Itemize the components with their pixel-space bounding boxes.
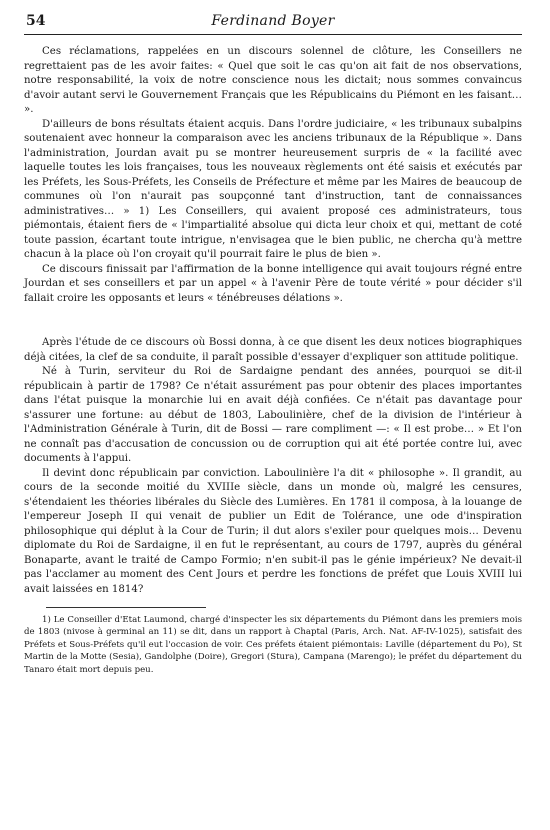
paragraph: Ces réclamations, rappelées en un discours solennel de clôture, les Conseillers ne regrettaient pas de les avoir faites: « Quel que soit le cas qu'on ait fait de nos observations, notre responsabilité, la voix de notre conscience nous les dictait; nous sommes convaincus d'avoir autant servi le Gouvernement Français que les Républicains du Piémont en les faisant… ». [24,46,522,115]
paragraph: Après l'étude de ce discours où Bossi donna, à ce que disent les deux notices biographiques déjà citées, la clef de sa conduite, il paraît possible d'essayer d'expliquer son attitude politique. [24,337,522,363]
page-header [24,12,522,35]
paragraph: Il devint donc républicain par conviction. Laboulinière l'a dit « philosophe ». Il grandit, au cours de la seconde moitié du XVIIIe siècle, dans un monde où, malgré les censures, s'étendaient les théories libérales du Siècle des Lumières. En 1781 il composa, à la louange de l'empereur Joseph II qui venait de publier un Edit de Tolérance, une ode d'inspiration philosophique qui déplut à la Cour de Turin; il dut alors s'exiler pour quelques mois… Devenu diplomate du Roi de Sardaigne, il en fut le représentant, au cours de 1797, auprès du général Bonaparte, avant le traité de Campo Formio; n'en subit-il pas le génie impérieux? Ne devait-il pas l'acclamer au moment des Cent Jours et perdre les fonctions de préfet que Louis XVIII lui avait laissées en 1814? [24,467,522,595]
footnote-divider [46,607,206,608]
section-gap [24,306,522,336]
paragraph: D'ailleurs de bons résultats étaient acquis. Dans l'ordre judiciaire, « les tribunaux subalpins soutenaient avec honneur la comparaison avec les anciens tribunaux de la République ». Dans l'administration, Jourdan avait pu se montrer heureusement surpris de « la facilité avec laquelle toutes les lois françaises, tous les nouveaux règlements ont été saisis et exécutés par les Préfets, les Sous-Préfets, les Conseils de Préfecture et même par les Maires de beaucoup de communes où l'on n'aurait pas soupçonné tant d'instruction, tant de connaissances administratives… » 1) Les Conseillers, qui avaient proposé ces administrateurs, tous piémontais, étaient fiers de « l'impartialité absolue qui dicta leur choix et qui, mettant de coté toute passion, écartant toute intrigue, n'envisagea que le bien public, ne chercha qu'à mettre chacun à la place où l'on croyait qu'il pourrait faire le plus de bien ». [24,118,522,260]
paragraph: Ce discours finissait par l'affirmation de la bonne intelligence qui avait toujours régné entre Jourdan et ses conseillers et par un appel « à l'avenir Père de toute vérité » pour décider s'il fallait croire les opposants et leurs « ténébreuses délations ». [24,263,522,304]
running-head: Ferdinand Boyer [211,13,335,29]
footnote: 1) Le Conseiller d'Etat Laumond, chargé d'inspecter les six départements du Piémont dans les premiers mois de 1803 (nivose à germinal an 11) se dit, dans un rapport à Chaptal (Paris, Arch. Nat. AF-IV-1025), satisfait des Préfets et Sous-Préfets qu'il eut l'occasion de voir. Ces préfets étaient piémontais: Laville (département du Po), St Martin de la Motte (Sesia), Gandolphe (Doire), Gregori (Stura), Campana (Marengo); le préfet du département du Tanaro était mort depuis peu. [24,615,522,675]
body-text [24,45,522,597]
page-number: 54 [26,13,46,29]
paragraph: Né à Turin, serviteur du Roi de Sardaigne pendant des années, pourquoi se dit-il républicain à partir de 1798? Ce n'était assurément pas pour obtenir des places importantes dans l'état puisque la monarchie lui en avait déjà confiées. Ce n'était pas davantage pour s'assurer une fortune: au début de 1803, Laboulinière, chef de la division de l'intérieur à l'Administration Générale à Turin, dit de Bossi — rare compliment —: « Il est probe… » Et l'on ne connaît pas d'accusation de concussion ou de corruption qui ait été portée contre lui, avec documents à l'appui. [24,366,522,464]
